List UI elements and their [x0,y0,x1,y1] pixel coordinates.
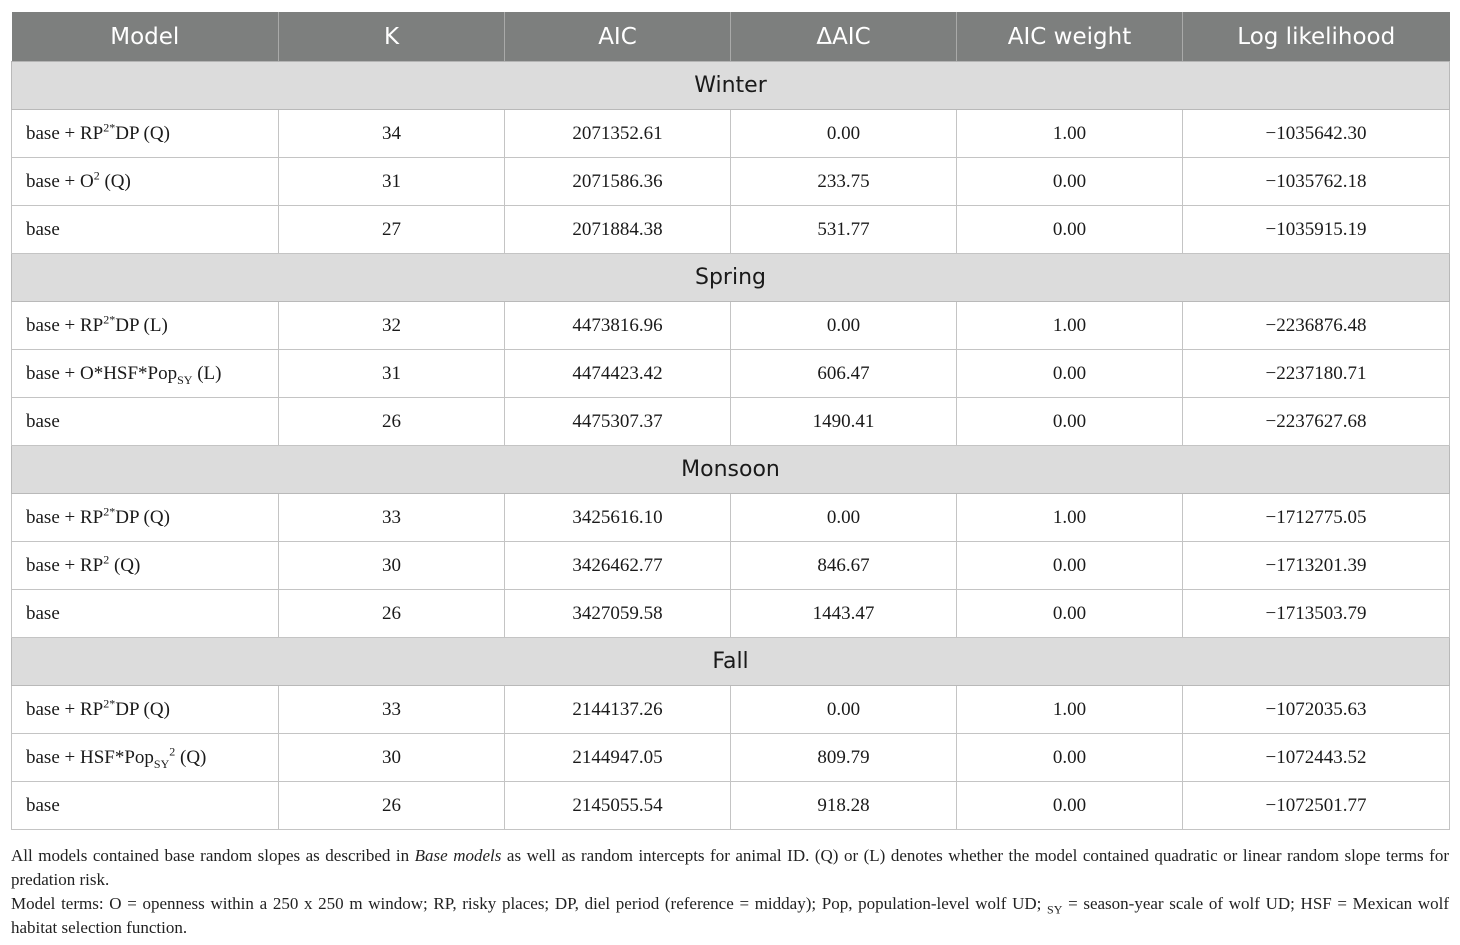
aic-cell: 3427059.58 [505,590,731,638]
delta-aic-cell: 0.00 [731,110,957,158]
table-row [12,110,1450,158]
aic-weight-cell: 1.00 [957,686,1183,734]
model-cell: base + $RP^{2*}DP$ (Q) [12,686,279,734]
results-table-container [11,12,1449,830]
model-cell: base [12,782,279,830]
model-cell: base + $RP^2$ (Q) [12,542,279,590]
header-aic: AIC [505,12,731,62]
aic-weight-cell: 0.00 [957,398,1183,446]
log-likelihood-cell: −1712775.05 [1183,494,1450,542]
aic-weight-cell: 0.00 [957,350,1183,398]
model-cell: base [12,590,279,638]
aic-cell: 3426462.77 [505,542,731,590]
model-selection-table [11,12,1450,830]
k-cell: 31 [279,350,505,398]
table-row [12,782,1450,830]
k-cell: 30 [279,734,505,782]
section-row-monsoon [12,446,1450,494]
aic-cell: 4475307.37 [505,398,731,446]
aic-cell: 4474423.42 [505,350,731,398]
aic-cell: 4473816.96 [505,302,731,350]
delta-aic-cell: 809.79 [731,734,957,782]
delta-aic-cell: 531.77 [731,206,957,254]
model-cell: base + $RP^{2*}DP$ (Q) [12,494,279,542]
table-row [12,494,1450,542]
k-cell: 33 [279,686,505,734]
aic-cell: 2071884.38 [505,206,731,254]
log-likelihood-cell: −1072501.77 [1183,782,1450,830]
log-likelihood-cell: −1035642.30 [1183,110,1450,158]
aic-weight-cell: 0.00 [957,206,1183,254]
aic-cell: 2071586.36 [505,158,731,206]
aic-cell: 2144947.05 [505,734,731,782]
table-row [12,350,1450,398]
aic-cell: 3425616.10 [505,494,731,542]
section-label: Fall [12,638,1450,686]
aic-cell: 2071352.61 [505,110,731,158]
k-cell: 26 [279,398,505,446]
table-row [12,158,1450,206]
delta-aic-cell: 0.00 [731,302,957,350]
log-likelihood-cell: −2237627.68 [1183,398,1450,446]
table-row [12,590,1450,638]
aic-weight-cell: 1.00 [957,302,1183,350]
k-cell: 32 [279,302,505,350]
k-cell: 30 [279,542,505,590]
header-log-likelihood: Log likelihood [1183,12,1450,62]
model-cell: base + $O^2$ (Q) [12,158,279,206]
model-cell: base [12,398,279,446]
section-label: Spring [12,254,1450,302]
model-cell: base + HSF*Pop$_{SY}^2$ (Q) [12,734,279,782]
k-cell: 26 [279,782,505,830]
aic-weight-cell: 0.00 [957,158,1183,206]
log-likelihood-cell: −2237180.71 [1183,350,1450,398]
header-k: K [279,12,505,62]
aic-weight-cell: 0.00 [957,782,1183,830]
table-footnotes [11,844,1449,940]
log-likelihood-cell: −1713201.39 [1183,542,1450,590]
table-row [12,302,1450,350]
section-label: Winter [12,62,1450,110]
header-aic-weight: AIC weight [957,12,1183,62]
delta-aic-cell: 606.47 [731,350,957,398]
footnote-2: Model terms: O = openness within a 250 x 250 m window; RP, risky places; DP, diel period (reference = midday); Pop, population-level wolf UD; $_{SY}$ = season-year scale of wolf UD; HSF = Mexican wolf habitat selection function. [11,894,1449,937]
model-cell: base + O*HSF*Pop$_{SY}$ (L) [12,350,279,398]
section-label: Monsoon [12,446,1450,494]
header-model: Model [12,12,279,62]
model-cell: base + $RP^{2*}DP$ (Q) [12,110,279,158]
model-cell: base + $RP^{2*}DP$ (L) [12,302,279,350]
log-likelihood-cell: −1072443.52 [1183,734,1450,782]
aic-weight-cell: 0.00 [957,734,1183,782]
k-cell: 34 [279,110,505,158]
header-row [12,12,1450,62]
footnote-1: All models contained base random slopes as described in Base models as well as random intercepts for animal ID. (Q) or (L) denotes whether the model contained quadratic or linear random slope terms for predation risk. [11,846,1449,889]
table-row [12,398,1450,446]
aic-weight-cell: 1.00 [957,494,1183,542]
aic-weight-cell: 1.00 [957,110,1183,158]
header-delta-aic: ΔAIC [731,12,957,62]
aic-weight-cell: 0.00 [957,542,1183,590]
log-likelihood-cell: −1035762.18 [1183,158,1450,206]
section-row-spring [12,254,1450,302]
table-row [12,542,1450,590]
table-row [12,734,1450,782]
delta-aic-cell: 1490.41 [731,398,957,446]
log-likelihood-cell: −1035915.19 [1183,206,1450,254]
section-row-fall [12,638,1450,686]
delta-aic-cell: 233.75 [731,158,957,206]
k-cell: 33 [279,494,505,542]
log-likelihood-cell: −1713503.79 [1183,590,1450,638]
log-likelihood-cell: −1072035.63 [1183,686,1450,734]
delta-aic-cell: 846.67 [731,542,957,590]
delta-aic-cell: 0.00 [731,686,957,734]
delta-aic-cell: 1443.47 [731,590,957,638]
k-cell: 31 [279,158,505,206]
aic-cell: 2144137.26 [505,686,731,734]
log-likelihood-cell: −2236876.48 [1183,302,1450,350]
delta-aic-cell: 918.28 [731,782,957,830]
k-cell: 26 [279,590,505,638]
delta-aic-cell: 0.00 [731,494,957,542]
section-row-winter [12,62,1450,110]
table-row [12,686,1450,734]
aic-weight-cell: 0.00 [957,590,1183,638]
k-cell: 27 [279,206,505,254]
table-row [12,206,1450,254]
aic-cell: 2145055.54 [505,782,731,830]
model-cell: base [12,206,279,254]
